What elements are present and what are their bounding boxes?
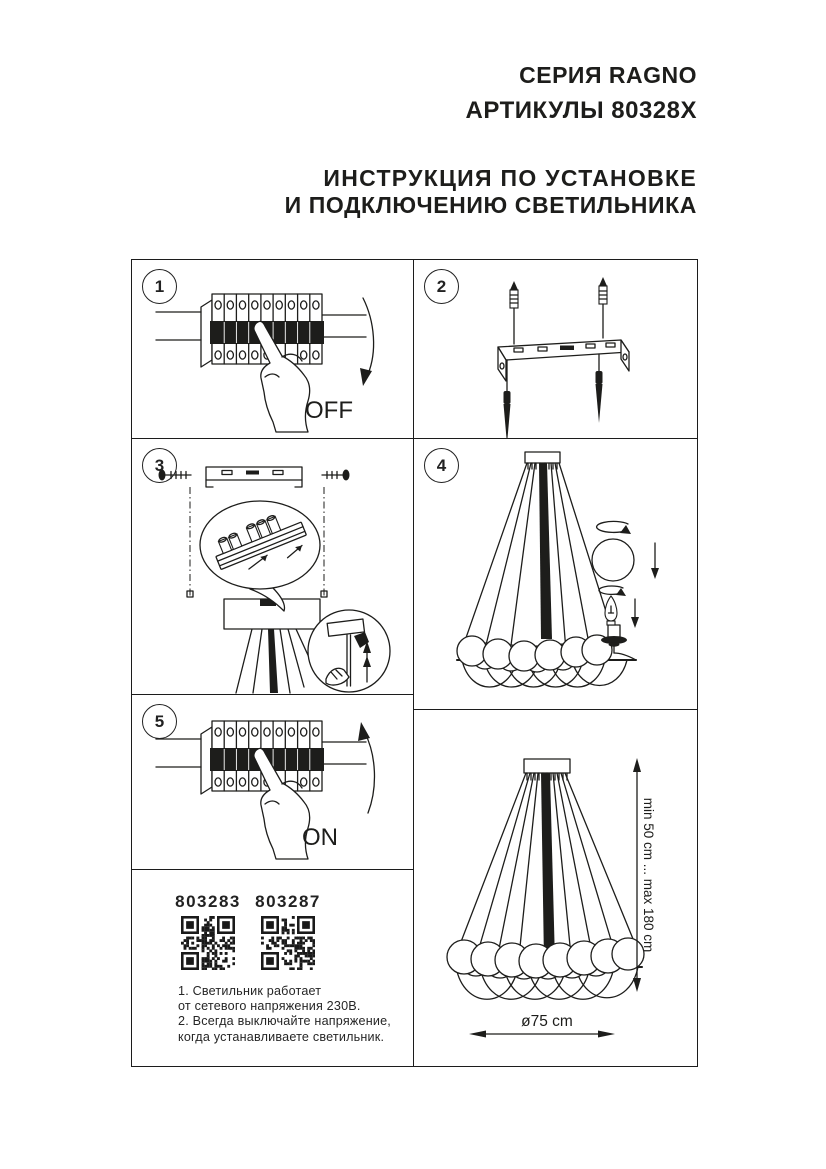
step-4-panel [414, 439, 697, 709]
step-1-panel [132, 260, 413, 438]
canopy [224, 599, 320, 629]
article-code-803283: 803283 [175, 892, 241, 911]
canopy-wiring-illustration [132, 439, 413, 694]
height-dimension-label: min 50 cm ... max 180 cm [641, 797, 656, 953]
anchor-right-icon [596, 354, 603, 423]
safety-notes [178, 984, 391, 1045]
articles-and-notes-area [132, 870, 413, 1066]
step-1-number: 1 [142, 269, 177, 304]
height-dimension [633, 758, 656, 992]
bulb-install-sequence [592, 521, 659, 628]
step-5-panel [132, 695, 413, 869]
suspension-rods [236, 629, 318, 693]
down-arrow-icon [651, 543, 659, 579]
chandelier [447, 759, 644, 999]
curved-arrow-up-icon [358, 722, 374, 813]
dimensions-panel [414, 710, 697, 1066]
side-screw-right-icon [322, 470, 350, 481]
chandelier-dimensions-illustration [414, 710, 697, 1066]
chandelier-assembly-illustration [414, 439, 697, 709]
screw-left-icon [510, 281, 518, 344]
instruction-title-line1: ИНСТРУКЦИЯ ПО УСТАНОВКЕ [323, 165, 697, 191]
steps-grid [131, 259, 698, 1067]
rotate-arrow-icon [597, 521, 631, 534]
ceiling-bracket-front [206, 467, 302, 487]
step-4-number: 4 [424, 448, 459, 483]
step-3-number: 3 [142, 448, 177, 483]
article-code-803287: 803287 [255, 892, 321, 911]
curved-arrow-down-icon [360, 298, 374, 386]
series-title: СЕРИЯ RAGNO [519, 62, 697, 88]
glass-globe [592, 539, 634, 581]
down-arrow-small-icon [631, 599, 639, 628]
step-2-number: 2 [424, 269, 459, 304]
qr-code-803283 [181, 916, 235, 970]
screw-right-icon [599, 277, 607, 338]
step-5-number: 5 [142, 704, 177, 739]
step-2-panel [414, 260, 697, 438]
candle-bulb-icon [605, 596, 617, 625]
note-line-2: от сетевого напряжения 230В. [178, 999, 361, 1014]
articles-title: АРТИКУЛЫ 80328X [465, 97, 697, 124]
step-3-panel [132, 439, 413, 694]
qr-code-803287 [261, 916, 315, 970]
diameter-dimension-label: ø75 cm [521, 1013, 573, 1030]
diameter-dimension [469, 1013, 615, 1038]
instruction-title-line2: И ПОДКЛЮЧЕНИЮ СВЕТИЛЬНИКА [284, 192, 697, 218]
on-label: ON [302, 824, 338, 851]
mounting-bracket [498, 340, 629, 381]
note-line-3: 2. Всегда выключайте напряжение, [178, 1014, 392, 1029]
rotate-arrow-small-icon [599, 586, 626, 596]
glass-globes [457, 635, 612, 672]
terminal-block-balloon [200, 501, 320, 611]
note-line-4: когда устанавливаете светильник. [178, 1029, 385, 1044]
off-label: OFF [305, 397, 353, 424]
note-line-1: 1. Светильник работает [178, 984, 322, 998]
cord-adjuster-inset [308, 610, 390, 692]
